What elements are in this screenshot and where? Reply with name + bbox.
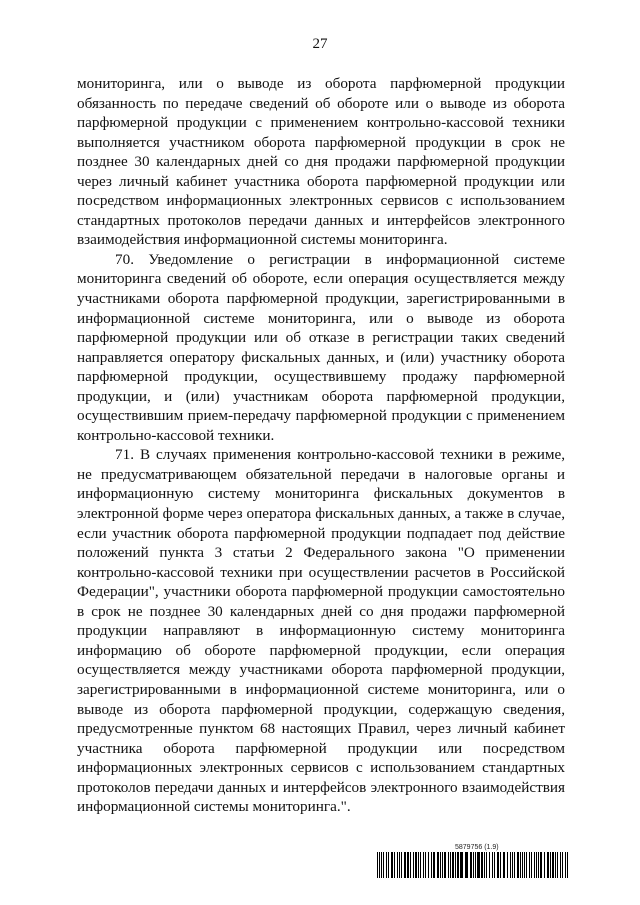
page-number: 27 xyxy=(312,36,328,52)
document-body xyxy=(77,74,565,817)
paragraph-71: 71. В случаях применения контрольно-кассовой техники в режиме, не предусматривающем обязательной передачи в налоговые органы и информационную систему мониторинга фискальных документов в электронной форме через оператора фискальных данных, а также в случае, если участник оборота парфюмерной продукции подпадает под действие положений пункта 3 статьи 2 Федерального закона "О применении контрольно-кассовой техники при осуществлении расчетов в Российской Федерации", участники оборота парфюмерной продукции самостоятельно в срок не позднее 30 календарных дней со дня продажи парфюмерной продукции направляют в информационную систему мониторинга информацию об обороте парфюмерной продукции, если операция осуществляется между участниками оборота парфюмерной продукции, зарегистрированными в информационной системе мониторинга, или о выводе из оборота парфюмерной продукции, содержащую сведения, предусмотренные пунктом 68 настоящих Правил, через личный кабинет участника оборота парфюмерной продукции или посредством информационных электронных сервисов с использованием стандартных протоколов передачи данных и интерфейсов электронного взаимодействия информационной системы мониторинга.". xyxy=(77,446,565,816)
paragraph-70: 70. Уведомление о регистрации в информационной системе мониторинга сведений об обороте, если операция осуществляется между участниками оборота парфюмерной продукции, зарегистрированными в информационной системе мониторинга, или о выводе из оборота парфюмерной продукции или об отказе в регистрации таких сведений направляется оператору фискальных данных, и (или) участнику оборота парфюмерной продукции, осуществившему продажу парфюмерной продукции, и (или) участникам оборота парфюмерной продукции, осуществившим прием-передачу парфюмерной продукции с применением контрольно-кассовой техники. xyxy=(77,250,565,444)
barcode-image xyxy=(377,852,568,878)
document-code: 5879756 (1.9) xyxy=(455,844,499,851)
paragraph-continuation: мониторинга, или о выводе из оборота парфюмерной продукции обязанность по передаче сведений об обороте или о выводе из оборота парфюмерной продукции с применением контрольно-кассовой техники выполняется участником оборота парфюмерной продукции в срок не позднее 30 календарных дней со дня продажи парфюмерной продукции через личный кабинет участника оборота парфюмерной продукции или посредством информационных электронных сервисов с использованием стандартных протоколов передачи данных и интерфейсов электронного взаимодействия информационной системы мониторинга. xyxy=(77,75,565,249)
